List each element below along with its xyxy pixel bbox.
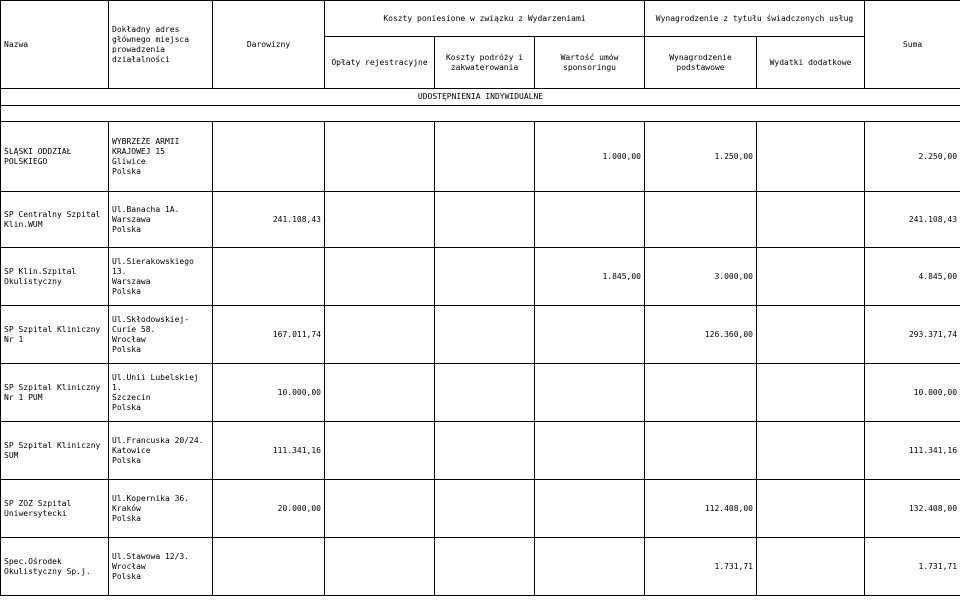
cell-oplaty <box>325 192 435 248</box>
address-line: Katowice <box>112 445 151 455</box>
cell-koszty-podrozy <box>435 192 535 248</box>
address-line: Kraków <box>112 503 141 513</box>
cell-wydatki <box>757 248 865 306</box>
col-header-wyn-podstawowe: Wynagrodzenie podstawowe <box>645 37 757 89</box>
table-row <box>1 122 960 192</box>
address-line: Ul.Skłodowskiej-Curie 58. <box>112 314 190 334</box>
col-header-nazwa: Nazwa <box>1 1 109 89</box>
cell-adres <box>109 306 213 364</box>
address-line: Polska <box>112 513 141 523</box>
cell-wydatki <box>757 192 865 248</box>
cell-oplaty <box>325 480 435 538</box>
address-line: Polska <box>112 344 141 354</box>
col-header-sponsoring: Wartość umów sponsoringu <box>535 37 645 89</box>
cell-suma: 1.731,71 <box>865 538 960 596</box>
table-row <box>1 480 960 538</box>
cell-nazwa: SP Centralny Szpital Klin.WUM <box>1 192 109 248</box>
address-line: Polska <box>112 166 141 176</box>
address-line: Ul.Francuska 20/24. <box>112 435 204 445</box>
address-line: Ul.Banacha 1A. <box>112 204 180 214</box>
cell-sponsoring: 1.000,00 <box>535 122 645 192</box>
address-line: Wrocław <box>112 561 146 571</box>
cell-darowizny: 20.000,00 <box>213 480 325 538</box>
cell-wydatki <box>757 538 865 596</box>
cell-nazwa: SP Klin.Szpital Okulistyczny <box>1 248 109 306</box>
table-row <box>1 248 960 306</box>
cell-darowizny: 167.011,74 <box>213 306 325 364</box>
cell-suma: 4.845,00 <box>865 248 960 306</box>
cell-sponsoring <box>535 364 645 422</box>
cell-wydatki <box>757 364 865 422</box>
cell-koszty-podrozy <box>435 538 535 596</box>
table-row <box>1 306 960 364</box>
cell-sponsoring <box>535 480 645 538</box>
cell-nazwa: SP ZOZ Szpital Uniwersytecki <box>1 480 109 538</box>
col-header-wydatki: Wydatki dodatkowe <box>757 37 865 89</box>
cell-darowizny <box>213 248 325 306</box>
address-line: Polska <box>112 571 141 581</box>
cell-suma: 2.250,00 <box>865 122 960 192</box>
cell-koszty-podrozy <box>435 306 535 364</box>
address-line: Polska <box>112 455 141 465</box>
cell-nazwa: Spec.Ośrodek Okulistyczny Sp.j. <box>1 538 109 596</box>
table-row <box>1 364 960 422</box>
cell-wyn-podstawowe <box>645 364 757 422</box>
cell-darowizny: 241.108,43 <box>213 192 325 248</box>
col-header-adres: Dokładny adres głównego miejsca prowadzenia działalności <box>109 1 213 89</box>
cell-sponsoring <box>535 538 645 596</box>
address-line: Warszawa <box>112 214 151 224</box>
address-line: Ul.Kopernika 36. <box>112 493 190 503</box>
spacer-row <box>1 106 960 122</box>
address-line: Gliwice <box>112 156 146 166</box>
cell-adres <box>109 192 213 248</box>
cell-darowizny: 111.341,16 <box>213 422 325 480</box>
cell-adres <box>109 538 213 596</box>
cell-wyn-podstawowe: 3.000,00 <box>645 248 757 306</box>
cell-wyn-podstawowe <box>645 192 757 248</box>
cell-suma: 241.108,43 <box>865 192 960 248</box>
cell-oplaty <box>325 306 435 364</box>
col-header-darowizny: Darowizny <box>213 1 325 89</box>
address-line: Wrocław <box>112 334 146 344</box>
cell-adres <box>109 480 213 538</box>
group-header-wynagrodzenie: Wynagrodzenie z tytułu świadczonych usług <box>645 1 865 37</box>
cell-oplaty <box>325 122 435 192</box>
cell-adres <box>109 248 213 306</box>
cell-darowizny <box>213 122 325 192</box>
cell-koszty-podrozy <box>435 364 535 422</box>
cell-oplaty <box>325 248 435 306</box>
cell-oplaty <box>325 538 435 596</box>
cell-wydatki <box>757 422 865 480</box>
cell-sponsoring <box>535 422 645 480</box>
cell-wyn-podstawowe: 126.360,00 <box>645 306 757 364</box>
cell-koszty-podrozy <box>435 422 535 480</box>
cell-koszty-podrozy <box>435 248 535 306</box>
address-line: Warszawa <box>112 276 151 286</box>
address-line: Polska <box>112 286 141 296</box>
section-title: UDOSTĘPNIENIA INDYWIDUALNE <box>1 89 960 106</box>
col-header-suma: Suma <box>865 1 960 89</box>
header-row-1 <box>1 1 960 37</box>
cell-oplaty <box>325 422 435 480</box>
cell-wyn-podstawowe: 1.250,00 <box>645 122 757 192</box>
address-line: Ul.Unii Lubelskiej 1. <box>112 372 199 392</box>
cell-darowizny <box>213 538 325 596</box>
address-line: Szczecin <box>112 392 151 402</box>
cell-adres <box>109 422 213 480</box>
section-row <box>1 89 960 106</box>
address-line: WYBRZEŻE ARMII KRAJOWEJ 15 <box>112 136 180 156</box>
col-header-oplaty: Opłaty rejestracyjne <box>325 37 435 89</box>
cell-wyn-podstawowe: 1.731,71 <box>645 538 757 596</box>
address-line: Polska <box>112 224 141 234</box>
table-row <box>1 192 960 248</box>
cell-suma: 111.341,16 <box>865 422 960 480</box>
cell-darowizny: 10.000,00 <box>213 364 325 422</box>
group-header-koszty: Koszty poniesione w związku z Wydarzeniami <box>325 1 645 37</box>
cell-sponsoring: 1.845,00 <box>535 248 645 306</box>
address-line: Polska <box>112 402 141 412</box>
address-line: Ul.Sierakowskiego 13. <box>112 256 194 276</box>
cell-nazwa: SP Szpital Kliniczny Nr 1 PUM <box>1 364 109 422</box>
cell-koszty-podrozy <box>435 480 535 538</box>
cell-sponsoring <box>535 192 645 248</box>
table-row <box>1 538 960 596</box>
address-line: Ul.Stawowa 12/3. <box>112 551 190 561</box>
cell-nazwa: SP Szpital Kliniczny SUM <box>1 422 109 480</box>
cell-wyn-podstawowe: 112.408,00 <box>645 480 757 538</box>
cell-sponsoring <box>535 306 645 364</box>
spacer-cell <box>1 106 960 122</box>
cell-nazwa: ŚLĄSKI ODDZIAŁ POLSKIEGO <box>1 122 109 192</box>
table-row <box>1 422 960 480</box>
cell-wydatki <box>757 306 865 364</box>
cell-suma: 132.408,00 <box>865 480 960 538</box>
cell-nazwa: SP Szpital Kliniczny Nr 1 <box>1 306 109 364</box>
col-header-koszty-podrozy: Koszty podróży i zakwaterowania <box>435 37 535 89</box>
cell-wydatki <box>757 480 865 538</box>
cell-wydatki <box>757 122 865 192</box>
cell-suma: 10.000,00 <box>865 364 960 422</box>
cell-oplaty <box>325 364 435 422</box>
cell-koszty-podrozy <box>435 122 535 192</box>
cell-adres <box>109 122 213 192</box>
cell-adres <box>109 364 213 422</box>
cell-suma: 293.371,74 <box>865 306 960 364</box>
cell-wyn-podstawowe <box>645 422 757 480</box>
